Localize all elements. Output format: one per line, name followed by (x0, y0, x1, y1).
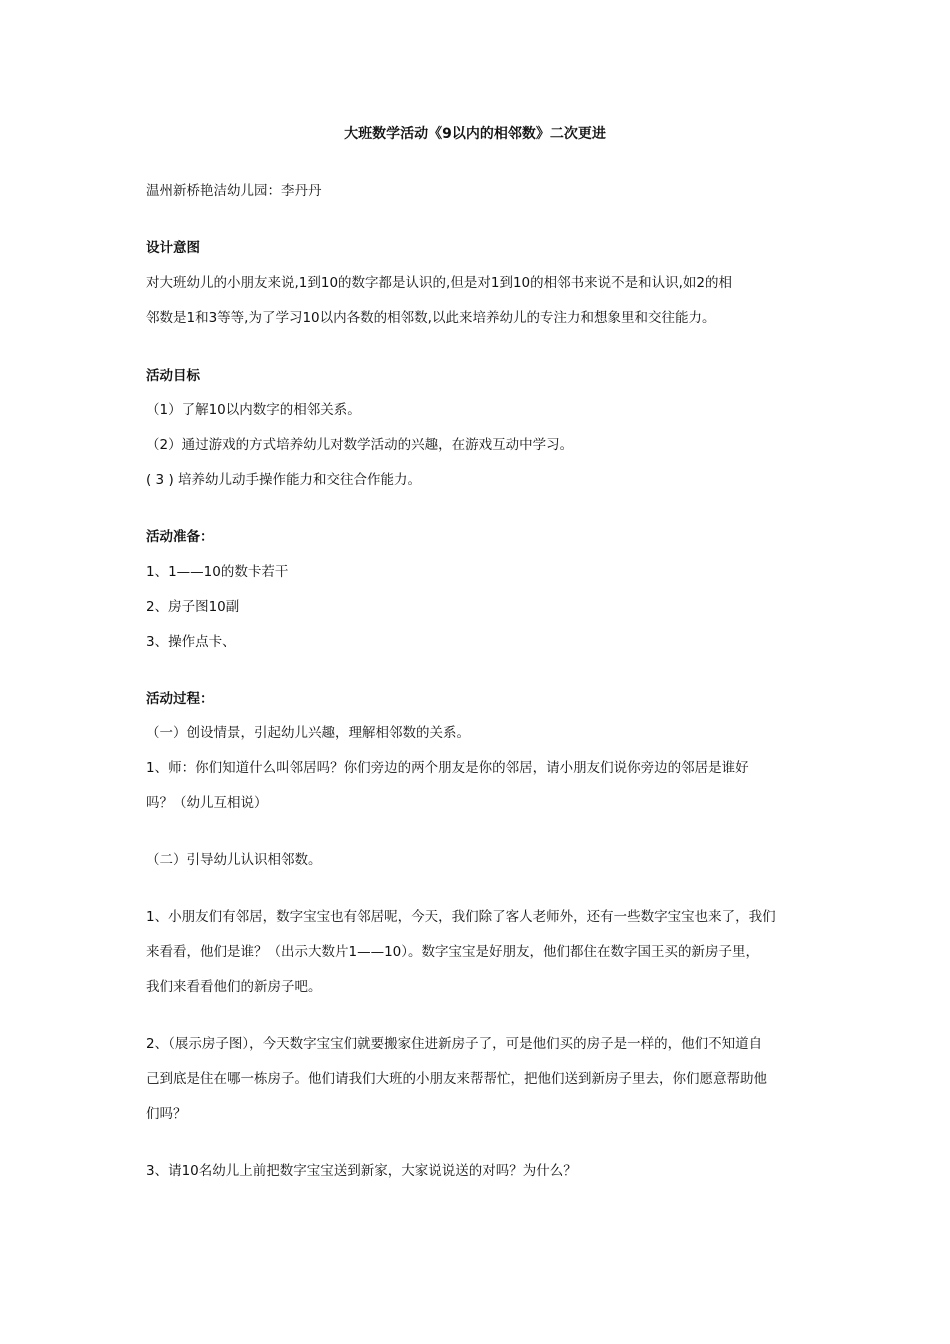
goal-item: （1）了解10以内数字的相邻关系。 (146, 402, 361, 418)
step2-line: 2、（展示房子图），今天数字宝宝们就要搬家住进新房子了，可是他们买的房子是一样的，他们不知道自 (146, 1036, 763, 1052)
step1-line: 1、小朋友们有邻居，数字宝宝也有邻居呢，今天，我们除了客人老师外，还有一些数字宝宝也来了，我们 (146, 909, 776, 925)
prep-item: 1、1——10的数卡若干 (146, 564, 289, 580)
goals-heading: 活动目标 (146, 368, 200, 384)
step1-line: 我们来看看他们的新房子吧。 (146, 979, 322, 995)
author-line: 温州新桥艳洁幼儿园：李丹丹 (146, 183, 322, 199)
process-part2: （二）引导幼儿认识相邻数。 (146, 852, 322, 868)
prep-item: 2、房子图10副 (146, 599, 240, 615)
step2-line: 们吗？ (146, 1106, 187, 1122)
step3-line: 3、请10名幼儿上前把数字宝宝送到新家，大家说说送的对吗？为什么？ (146, 1163, 577, 1179)
design-text-line: 对大班幼儿的小朋友来说,1到10的数字都是认识的,但是对1到10的相邻书来说不是和认识,如2的相 (146, 275, 732, 291)
design-heading: 设计意图 (146, 240, 200, 256)
step2-line: 己到底是住在哪一栋房子。他们请我们大班的小朋友来帮帮忙，把他们送到新房子里去，你们愿意帮助他 (146, 1071, 767, 1087)
process-text-line: 吗？（幼儿互相说） (146, 795, 268, 811)
process-part1: （一）创设情景，引起幼儿兴趣，理解相邻数的关系。 (146, 725, 470, 741)
step1-line: 来看看，他们是谁？（出示大数片1——10）。数字宝宝是好朋友，他们都住在数字国王买的新房子里， (146, 944, 760, 960)
goal-item: （2）通过游戏的方式培养幼儿对数学活动的兴趣，在游戏互动中学习。 (146, 437, 574, 453)
prep-heading: 活动准备： (146, 529, 214, 545)
goal-item: ( 3 ) 培养幼儿动手操作能力和交往合作能力。 (146, 472, 421, 488)
document-title: 大班数学活动《9以内的相邻数》二次更进 (344, 126, 606, 142)
design-text-line: 邻数是1和3等等,为了学习10以内各数的相邻数,以此来培养幼儿的专注力和想象里和交往能力。 (146, 310, 716, 326)
process-text-line: 1、师：你们知道什么叫邻居吗？你们旁边的两个朋友是你的邻居，请小朋友们说你旁边的邻居是谁好 (146, 760, 749, 776)
prep-item: 3、操作点卡、 (146, 634, 236, 650)
process-heading: 活动过程： (146, 691, 214, 707)
